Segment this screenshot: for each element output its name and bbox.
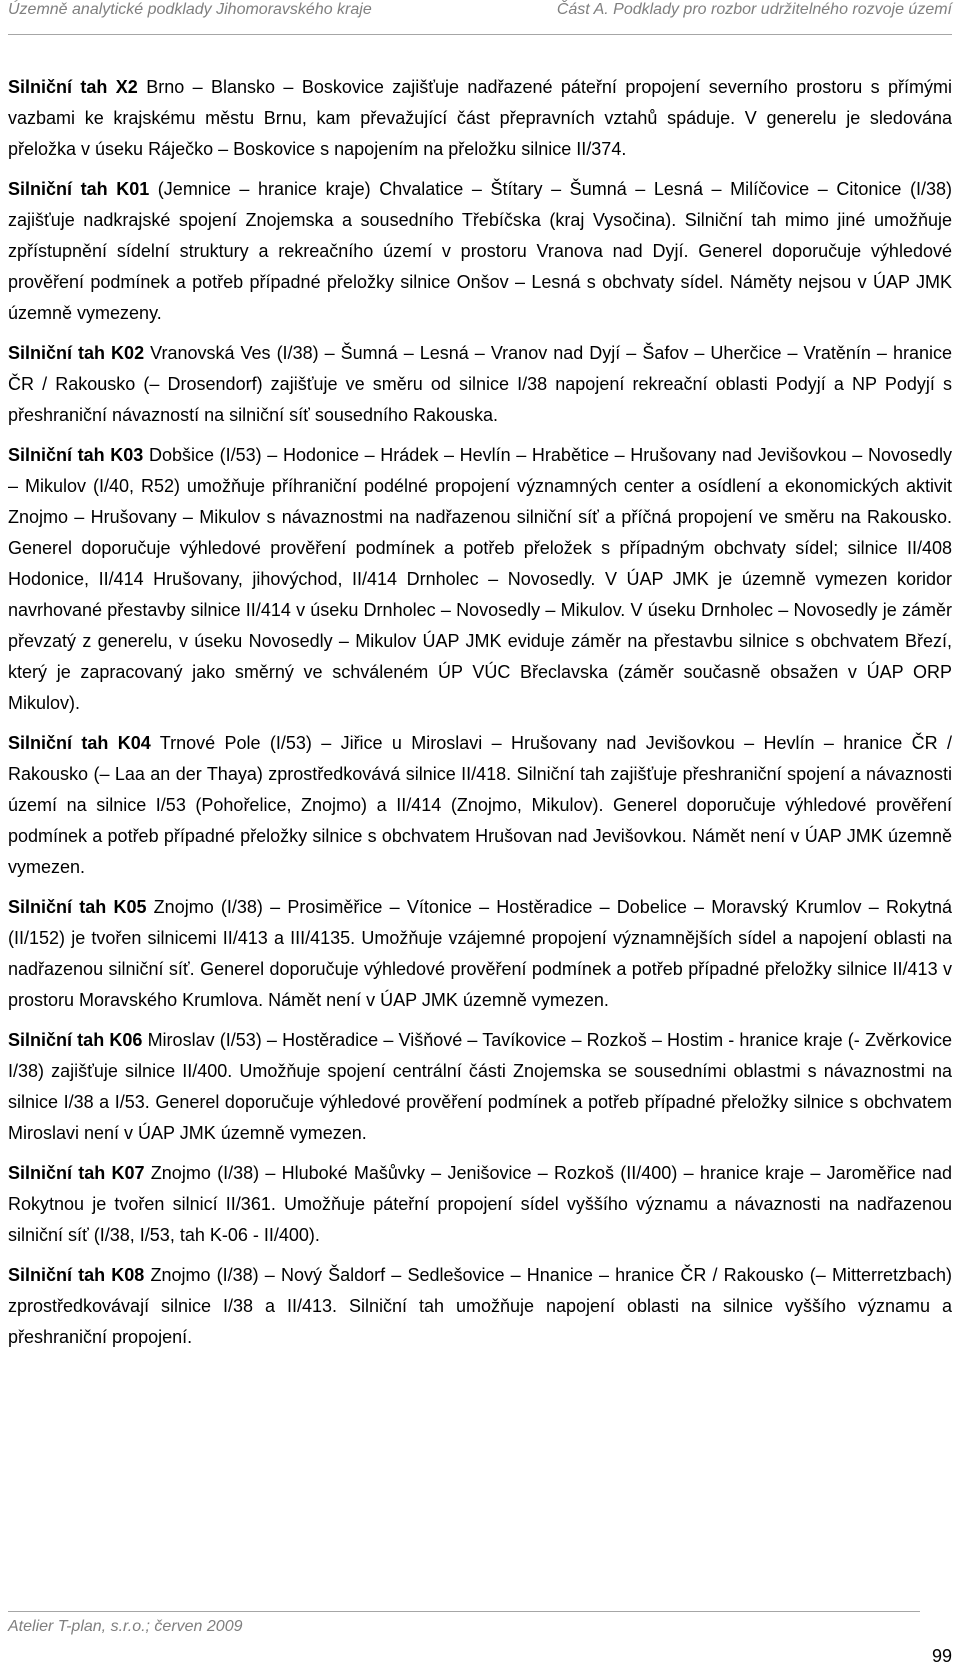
page-number: 99 xyxy=(931,1646,952,1666)
paragraph-k08 xyxy=(8,1260,952,1353)
paragraph-k07 xyxy=(8,1158,952,1251)
paragraph-lead: Silniční tah X2 xyxy=(8,77,138,97)
paragraph-lead: Silniční tah K06 xyxy=(8,1030,143,1050)
paragraph-lead: Silniční tah K03 xyxy=(8,445,144,465)
paragraph-k03 xyxy=(8,440,952,719)
header-rule xyxy=(8,34,952,35)
paragraph-text: Miroslav (I/53) – Hostěradice – Višňové – Tavíkovice – Rozkoš – Hostim - hranice kraje (- Zvěrkovice I/38) zajišťuje silnice II/400. Umožňuje spojení centrální části Znojemska se sousedními oblastmi s návaznostmi na silnice I/38 a I/53. Generel doporučuje výhledové prověření podmínek a potřeb případné přeložky silnice s obchvatem Miroslavi není v ÚAP JMK územně vymezen. xyxy=(8,1030,952,1143)
paragraph-k01 xyxy=(8,174,952,329)
paragraph-k06 xyxy=(8,1025,952,1149)
paragraph-lead: Silniční tah K02 xyxy=(8,343,145,363)
document-body xyxy=(8,72,952,1353)
header-document-title: Územně analytické podklady Jihomoravského kraje xyxy=(8,1,372,18)
paragraph-lead: Silniční tah K05 xyxy=(8,897,147,917)
paragraph-lead: Silniční tah K01 xyxy=(8,179,150,199)
footer-author-date: Atelier T-plan, s.r.o.; červen 2009 xyxy=(8,1618,243,1635)
paragraph-text: Znojmo (I/38) – Nový Šaldorf – Sedlešovice – Hnanice – hranice ČR / Rakousko (– Mitterretzbach) zprostředkovávají silnice I/38 a II/413. Silniční tah umožňuje napojení oblasti na silnice vyššího významu a přeshraniční propojení. xyxy=(8,1265,952,1347)
paragraph-text: Trnové Pole (I/53) – Jiřice u Miroslavi – Hrušovany nad Jevišovkou – Hevlín – hranice ČR / Rakousko (– Laa an der Thaya) zprostředkovává silnice II/418. Silniční tah zajišťuje přeshraniční spojení a návaznosti území na silnice I/53 (Pohořelice, Znojmo) a II/414 (Znojmo, Mikulov). Generel doporučuje výhledové prověření podmínek a potřeb případné přeložky silnice s obchvatem Hrušovan nad Jevišovkou. Námět není v ÚAP JMK územně vymezen. xyxy=(8,733,952,877)
paragraph-text: Vranovská Ves (I/38) – Šumná – Lesná – Vranov nad Dyjí – Šafov – Uherčice – Vratěnín – hranice ČR / Rakousko (– Drosendorf) zajišťuje ve směru od silnice I/38 napojení rekreační oblasti Podyjí a NP Podyjí s přeshraniční návazností na silniční síť sousedního Rakouska. xyxy=(8,343,952,425)
paragraph-text: Znojmo (I/38) – Hluboké Mašůvky – Jenišovice – Rozkoš (II/400) – hranice kraje – Jaroměřice nad Rokytnou je tvořen silnicí II/361. Umožňuje páteřní propojení sídel vyššího významu a návaznosti na nadřazenou silniční síť (I/38, I/53, tah K-06 - II/400). xyxy=(8,1163,952,1245)
paragraph-lead: Silniční tah K08 xyxy=(8,1265,145,1285)
paragraph-k02 xyxy=(8,338,952,431)
paragraph-text: Znojmo (I/38) – Prosiměřice – Vítonice – Hostěradice – Dobelice – Moravský Krumlov – Rokytná (II/152) je tvořen silnicemi II/413 a III/4135. Umožňuje vzájemné propojení významnějších sídel a napojení oblasti na nadřazenou silniční síť. Generel doporučuje výhledové prověření podmínek a potřeb případné přeložky silnice II/413 v prostoru Moravského Krumlova. Námět není v ÚAP JMK územně vymezen. xyxy=(8,897,952,1010)
paragraph-k05 xyxy=(8,892,952,1016)
paragraph-x2 xyxy=(8,72,952,165)
paragraph-text: Dobšice (I/53) – Hodonice – Hrádek – Hevlín – Hrabětice – Hrušovany nad Jevišovkou – Novosedly – Mikulov (I/40, R52) umožňuje příhraniční podélné propojení významných center a osídlení a ekonomických aktivit Znojmo – Hrušovany – Mikulov s návaznostmi na nadřazenou silniční síť a příčná propojení ve směru na Rakousko. Generel doporučuje výhledové prověření podmínek a potřeb přeložek s případným obchvaty sídel; silnice II/408 Hodonice, II/414 Hrušovany, jihovýchod, II/414 Drnholec – Novosedly. V ÚAP JMK je územně vymezen koridor navrhované přestavby silnice II/414 v úseku Drnholec – Novosedly – Mikulov. V úseku Drnholec – Novosedly je záměr převzatý z generelu, v úseku Novosedly – Mikulov ÚAP JMK eviduje záměr na přestavbu silnice s obchvatem Březí, který je zapracovaný jako směrný ve schváleném ÚP VÚC Břeclavska (záměr současně obsažen v ÚAP ORP Mikulov). xyxy=(8,445,952,713)
paragraph-lead: Silniční tah K04 xyxy=(8,733,151,753)
footer-rule xyxy=(8,1611,920,1612)
paragraph-lead: Silniční tah K07 xyxy=(8,1163,145,1183)
page-header xyxy=(8,0,952,35)
paragraph-text: Brno – Blansko – Boskovice zajišťuje nadřazené páteřní propojení severního prostoru s přímými vazbami ke krajskému městu Brnu, kam převažující část přepravních vztahů spáduje. V generelu je sledována přeložka v úseku Ráječko – Boskovice s napojením na přeložku silnice II/374. xyxy=(8,77,953,159)
paragraph-text: (Jemnice – hranice kraje) Chvalatice – Štítary – Šumná – Lesná – Milíčovice – Citonice (I/38) zajišťuje nadkrajské spojení Znojemska a sousedního Třebíčska (kraj Vysočina). Silniční tah mimo jiné umožňuje zpřístupnění sídelní struktury a rekreačního území v prostoru Vranova nad Dyjí. Generel doporučuje výhledové prověření podmínek a potřeb případné přeložky silnice Onšov – Lesná s obchvaty sídel. Náměty nejsou v ÚAP JMK územně vymezeny. xyxy=(8,179,952,323)
header-section-title: Část A. Podklady pro rozbor udržitelného rozvoje území xyxy=(556,1,952,18)
paragraph-k04 xyxy=(8,728,952,883)
